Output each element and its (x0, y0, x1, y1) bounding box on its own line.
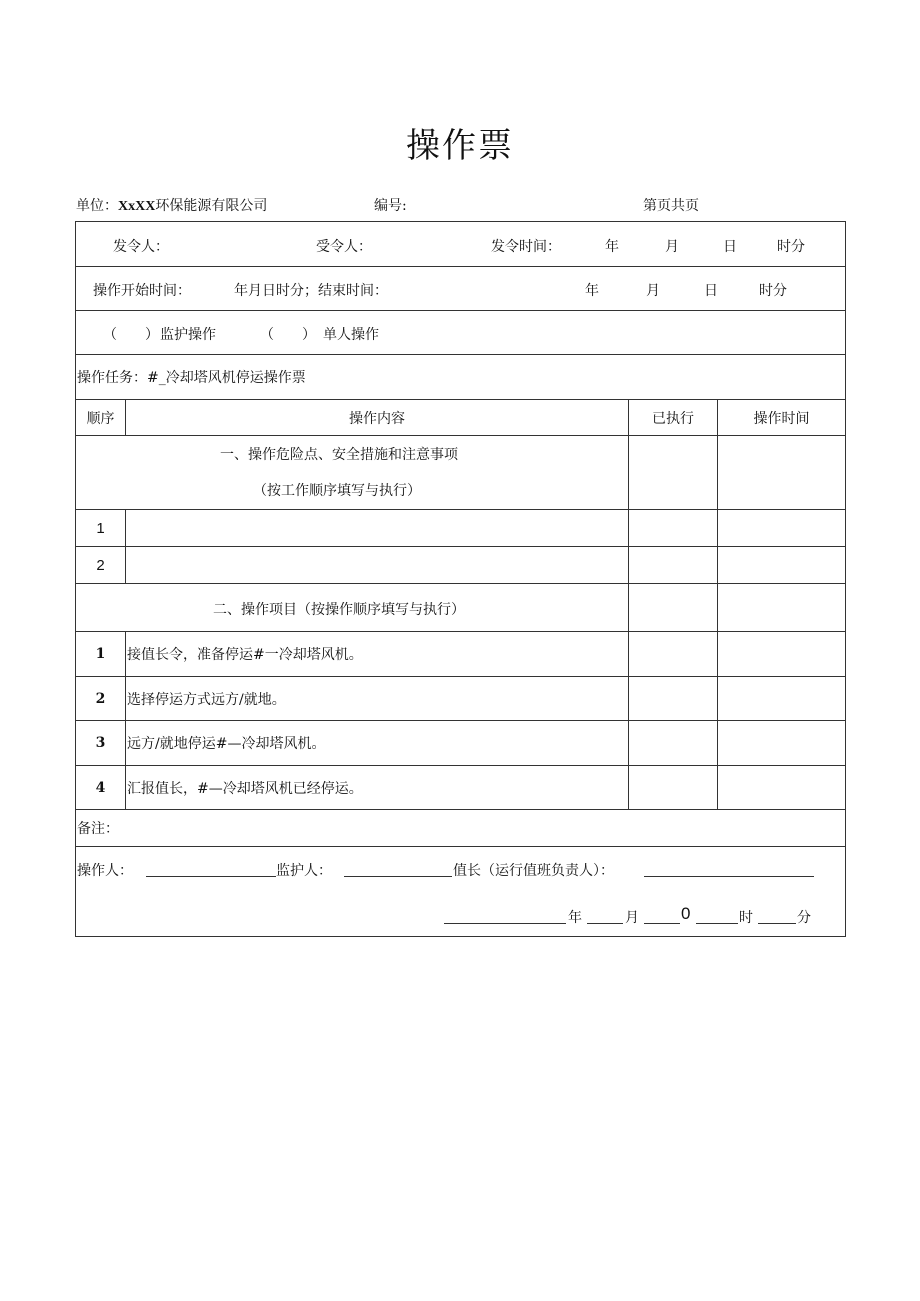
step-done[interactable] (629, 766, 718, 810)
step-done[interactable] (629, 677, 718, 721)
single-checkbox[interactable]: （ ） (260, 327, 316, 343)
step-text: 汇报值长，#—冷却塔风机已经停运。 (126, 766, 629, 810)
step-time[interactable] (718, 632, 846, 677)
date-day-line[interactable] (644, 909, 680, 924)
step-row (76, 721, 846, 766)
number-label: 编号: (374, 198, 407, 214)
shift-leader-line[interactable] (644, 862, 814, 877)
supervisor-label: 监护人： (276, 863, 332, 879)
risk-row-number: 2 (76, 547, 126, 584)
issue-day: 日 (723, 239, 737, 255)
page-title: 操作票 (406, 126, 514, 166)
end-year: 年 (585, 283, 599, 299)
step-text: 选择停运方式远方/就地。 (126, 677, 629, 721)
step-number: 4 (76, 766, 126, 810)
remark-row (76, 810, 846, 847)
header-content: 操作内容 (126, 400, 629, 436)
sign-hour: 时 (739, 910, 753, 926)
mode-row (76, 311, 846, 355)
section1-line1: 一、操作危险点、安全措施和注意事项 (220, 447, 458, 463)
step-time[interactable] (718, 677, 846, 721)
page-info: 第页共页 (643, 198, 699, 214)
sign-zero: 0 (681, 904, 691, 923)
issue-time-label: 发令时间： (491, 239, 561, 255)
section2-title: 二、操作项目（按操作顺序填写与执行） (213, 602, 465, 618)
signature-row (76, 847, 846, 937)
step-done[interactable] (629, 721, 718, 766)
risk-row (76, 510, 846, 547)
monitor-checkbox[interactable]: （ ） (103, 327, 159, 343)
section1-row (76, 436, 846, 510)
risk-row-done[interactable] (629, 547, 718, 584)
section1-done-cell (629, 436, 718, 510)
issue-month: 月 (665, 239, 679, 255)
risk-row-content[interactable] (126, 510, 629, 547)
end-day: 日 (704, 283, 718, 299)
operation-ticket-table (75, 221, 846, 937)
operator-line[interactable] (146, 862, 276, 877)
issue-year: 年 (605, 239, 619, 255)
task-row (76, 355, 846, 400)
operator-label: 操作人： (77, 863, 133, 879)
step-number: 1 (76, 632, 126, 677)
header-time: 操作时间 (718, 400, 846, 436)
step-text: 接值长令，准备停运#一冷却塔风机。 (126, 632, 629, 677)
sign-year: 年 (568, 910, 582, 926)
shift-leader-label: 值长（运行值班负责人）： (453, 863, 614, 879)
step-time[interactable] (718, 721, 846, 766)
header-row (76, 400, 846, 436)
unit-name-bold: XxXX (118, 199, 156, 214)
unit-field (76, 195, 267, 215)
risk-row-content[interactable] (126, 547, 629, 584)
step-time[interactable] (718, 766, 846, 810)
risk-row-time[interactable] (718, 510, 846, 547)
step-row (76, 766, 846, 810)
date-minute-line[interactable] (758, 909, 796, 924)
risk-row (76, 547, 846, 584)
receiver-label: 受令人： (316, 239, 372, 255)
date-month-line[interactable] (587, 909, 623, 924)
step-row (76, 677, 846, 721)
monitor-label: 监护操作 (160, 327, 216, 343)
step-text: 远方/就地停运#—冷却塔风机。 (126, 721, 629, 766)
time-row (76, 267, 846, 311)
section1-line2: （按工作顺序填写与执行） (253, 483, 421, 499)
remark-label: 备注： (77, 821, 119, 837)
issue-row (76, 222, 846, 267)
supervisor-line[interactable] (344, 862, 452, 877)
step-row (76, 632, 846, 677)
sign-month: 月 (625, 910, 639, 926)
header-seq: 顺序 (76, 400, 126, 436)
risk-row-time[interactable] (718, 547, 846, 584)
section1-time-cell (718, 436, 846, 510)
risk-row-done[interactable] (629, 510, 718, 547)
step-done[interactable] (629, 632, 718, 677)
task-text: 操作任务：#_冷却塔风机停运操作票 (77, 370, 306, 386)
risk-row-number: 1 (76, 510, 126, 547)
end-month: 月 (646, 283, 660, 299)
step-number: 2 (76, 677, 126, 721)
issue-hour-minute: 时分 (777, 239, 805, 255)
section2-row (76, 584, 846, 632)
date-year-line[interactable] (444, 909, 566, 924)
section2-done-cell (629, 584, 718, 632)
section2-time-cell (718, 584, 846, 632)
start-fill-end-label: 年月日时分；结束时间： (234, 283, 388, 299)
single-label: 单人操作 (323, 327, 379, 343)
step-number: 3 (76, 721, 126, 766)
unit-name: 环保能源有限公司 (155, 198, 268, 214)
sign-minute: 分 (797, 910, 811, 926)
start-time-label: 操作开始时间： (93, 283, 191, 299)
unit-label: 单位： (76, 198, 118, 214)
issuer-label: 发令人： (113, 239, 169, 255)
header-done: 已执行 (629, 400, 718, 436)
end-hour-minute: 时分 (759, 283, 787, 299)
date-hour-line[interactable] (696, 909, 738, 924)
